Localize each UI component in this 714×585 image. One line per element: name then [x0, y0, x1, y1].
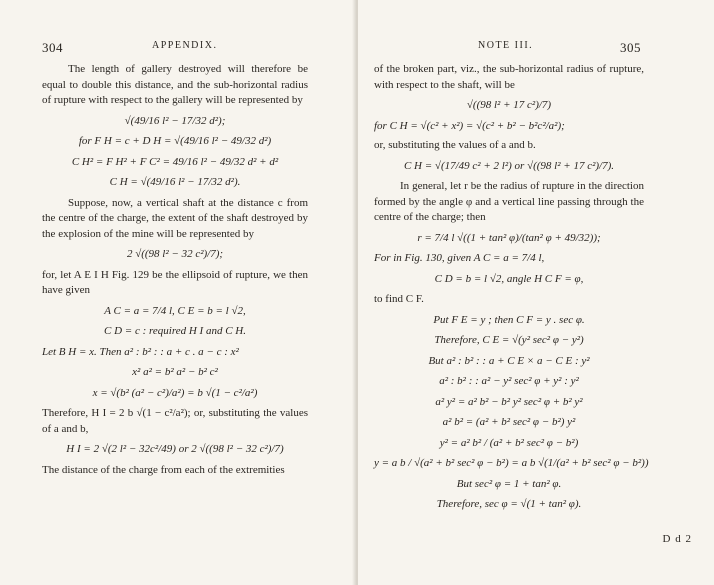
equation: a² b² = (a² + b² sec² φ − b²) y² — [442, 416, 576, 428]
equation: a² : b² : : a² − y² sec² φ + y² : y² — [439, 375, 579, 387]
equation: C H² = F H² + F C² = 49/16 l² − 49/32 d² + d² — [71, 155, 279, 168]
equation: x² a² = b² a² − b² c² — [132, 366, 218, 378]
equation: But a² : b² : : a + C E × a − C E : y² — [428, 354, 590, 367]
equation: A C = a = 7/4 l, C E = b = l √2, — [104, 304, 246, 317]
signature-mark: D d 2 — [662, 533, 692, 545]
equation: y = a b / √(a² + b² sec² φ − b²) = a b √(1/(a² + b² sec² φ − b²)) — [374, 457, 649, 469]
equation-line: For in Fig. 130, given A C = a = 7/4 l, — [374, 252, 545, 264]
equation: H I = 2 √(2 l² − 32c²/49) or 2 √((98 l² − 32 c²)/7) — [66, 443, 284, 455]
paragraph: The distance of the charge from each of the extremities — [42, 463, 285, 476]
paragraph: Therefore, H I = 2 b √(1 − c²/a²); or, substituting the values of a and b, — [42, 407, 308, 435]
right-page — [358, 0, 714, 585]
equation: y² = a² b² / (a² + b² sec² φ − b²) — [439, 436, 579, 449]
equation: C H = √(49/16 l² − 17/32 d²). — [109, 176, 241, 188]
left-page-number: 304 — [42, 40, 63, 55]
equation: But sec² φ = 1 + tan² φ. — [456, 477, 562, 490]
equation: for F H = c + D H = √(49/16 l² − 49/32 d²) — [78, 135, 272, 147]
right-running-title: NOTE III. — [478, 40, 534, 51]
equation: x = √(b² (a² − c²)/a²) = b √(1 − c²/a²) — [92, 386, 258, 399]
equation: C H = √(17/49 c² + 2 l²) or √((98 l² + 17 c²)/7). — [403, 159, 615, 172]
equation: Therefore, C E = √(y² sec² φ − y²) — [434, 334, 584, 346]
equation: Put F E = y ; then C F = y . sec φ. — [433, 313, 585, 326]
right-page-body — [374, 62, 649, 518]
equation: √((98 l² + 17 c²)/7) — [466, 99, 552, 111]
paragraph: The length of gallery destroyed will therefore be equal to double this distance, and the sub-horizontal radius of rupture with respect to the gallery will be represented by — [42, 63, 308, 106]
paragraph: In general, let r be the radius of rupture in the direction formed by the angle φ and a vertical line passing through the centre of the charge; then — [374, 180, 644, 223]
paragraph: of the broken part, viz., the sub-horizontal radius of rupture, with respect to the shaft, will be — [374, 63, 644, 91]
equation-line: for C H = √(c² + x²) = √(c² + b² − b²c²/a²); — [374, 119, 565, 132]
equation: √(49/16 l² − 17/32 d²); — [124, 114, 226, 127]
paragraph: Suppose, now, a vertical shaft at the distance c from the centre of the charge, the extent of the shaft destroyed by the explosion of the mine will be represented by — [42, 196, 308, 240]
paragraph: or, substituting the values of a and b. — [374, 139, 536, 151]
left-running-title: APPENDIX. — [152, 40, 218, 51]
equation: C D = b = l √2, angle H C F = φ, — [434, 272, 584, 285]
equation: a² y² = a² b² − b² y² sec² φ + b² y² — [435, 395, 583, 408]
paragraph: for, let A E I H Fig. 129 be the ellipsoid of rupture, we then have given — [42, 268, 308, 296]
right-page-number: 305 — [620, 40, 641, 55]
equation: 2 √((98 l² − 32 c²)/7); — [126, 248, 224, 260]
equation: r = 7/4 l √((1 + tan² φ)/(tan² φ + 49/32)); — [417, 231, 601, 244]
paragraph: to find C F. — [374, 293, 424, 305]
equation: C D = c : required H I and C H. — [104, 325, 246, 337]
left-page-body — [42, 62, 308, 478]
left-page — [0, 0, 356, 585]
equation: Therefore, sec φ = √(1 + tan² φ). — [436, 498, 582, 510]
equation-line: Let B H = x. Then a² : b² : : a + c . a − c : x² — [42, 345, 239, 358]
